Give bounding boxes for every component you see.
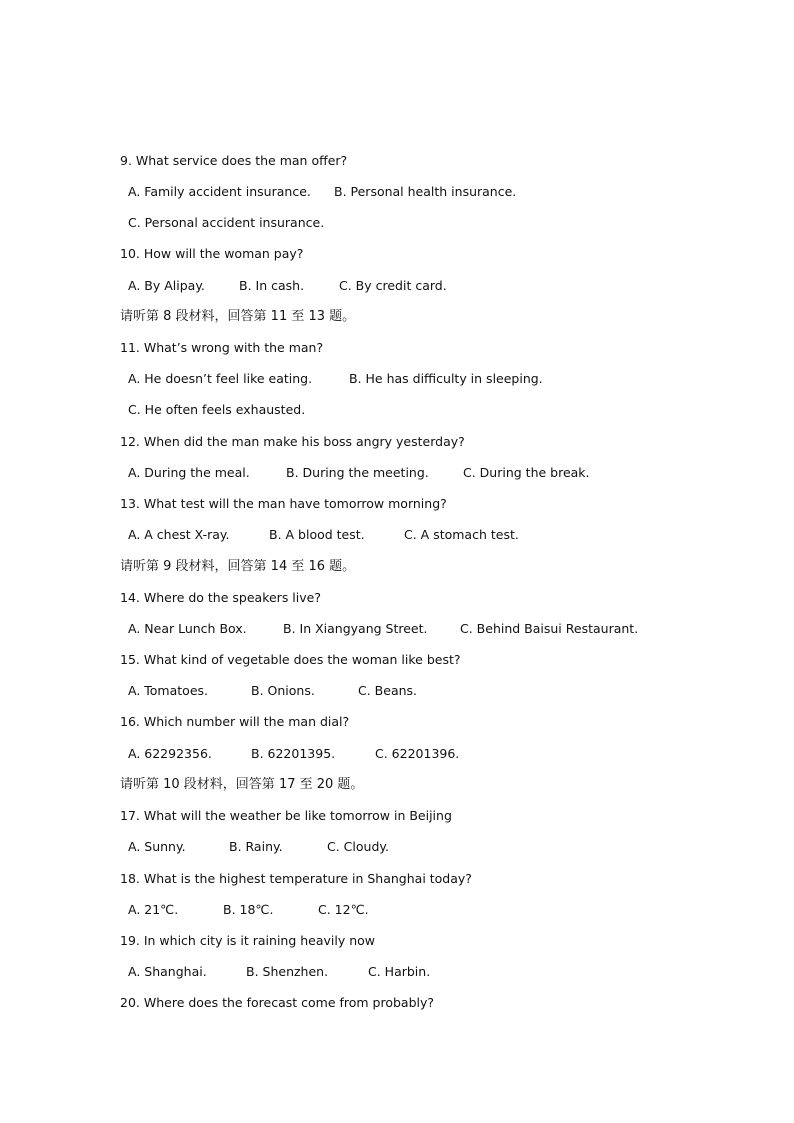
option-13-a: A. A chest X-ray.: [128, 527, 230, 542]
question-18: 18. What is the highest temperature in Shanghai today?: [120, 871, 472, 886]
option-13-c: C. A stomach test.: [404, 527, 519, 542]
option-11-a: A. He doesn’t feel like eating.: [128, 371, 313, 386]
option-18-b: B. 18℃.: [223, 902, 274, 917]
option-18-c: C. 12℃.: [318, 902, 369, 917]
section-8-instruction: 请听第 8 段材料，回答第 11 至 13 题。: [120, 309, 356, 324]
option-11-c: C. He often feels exhausted.: [128, 402, 306, 417]
question-11: 11. What’s wrong with the man?: [120, 340, 324, 355]
option-9-b: B. Personal health insurance.: [334, 184, 517, 199]
option-12-c: C. During the break.: [463, 465, 590, 480]
option-17-b: B. Rainy.: [229, 839, 283, 854]
question-17: 17. What will the weather be like tomorrow in Beijing: [120, 808, 452, 823]
option-19-c: C. Harbin.: [368, 964, 431, 979]
option-16-c: C. 62201396.: [375, 746, 460, 761]
option-14-c: C. Behind Baisui Restaurant.: [460, 621, 639, 636]
question-12: 12. When did the man make his boss angry yesterday?: [120, 434, 465, 449]
option-14-b: B. In Xiangyang Street.: [283, 621, 428, 636]
question-20: 20. Where does the forecast come from probably?: [120, 995, 435, 1010]
option-15-b: B. Onions.: [251, 683, 315, 698]
option-12-b: B. During the meeting.: [286, 465, 429, 480]
option-9-c: C. Personal accident insurance.: [128, 215, 325, 230]
section-9-instruction: 请听第 9 段材料，回答第 14 至 16 题。: [120, 559, 356, 574]
option-18-a: A. 21℃.: [128, 902, 179, 917]
option-10-a: A. By Alipay.: [128, 278, 205, 293]
option-19-a: A. Shanghai.: [128, 964, 207, 979]
option-17-c: C. Cloudy.: [327, 839, 389, 854]
question-16: 16. Which number will the man dial?: [120, 714, 350, 729]
question-19: 19. In which city is it raining heavily now: [120, 933, 376, 948]
option-12-a: A. During the meal.: [128, 465, 250, 480]
option-17-a: A. Sunny.: [128, 839, 186, 854]
option-11-b: B. He has difficulty in sleeping.: [349, 371, 543, 386]
question-10: 10. How will the woman pay?: [120, 246, 304, 261]
question-15: 15. What kind of vegetable does the woman like best?: [120, 652, 461, 667]
question-14: 14. Where do the speakers live?: [120, 590, 321, 605]
option-14-a: A. Near Lunch Box.: [128, 621, 247, 636]
option-13-b: B. A blood test.: [269, 527, 365, 542]
question-9: 9. What service does the man offer?: [120, 153, 348, 168]
option-10-b: B. In cash.: [239, 278, 305, 293]
option-9-a: A. Family accident insurance.: [128, 184, 311, 199]
option-15-c: C. Beans.: [358, 683, 418, 698]
option-16-b: B. 62201395.: [251, 746, 336, 761]
option-15-a: A. Tomatoes.: [128, 683, 208, 698]
option-19-b: B. Shenzhen.: [246, 964, 329, 979]
option-10-c: C. By credit card.: [339, 278, 447, 293]
section-10-instruction: 请听第 10 段材料，回答第 17 至 20 题。: [120, 777, 364, 792]
question-13: 13. What test will the man have tomorrow morning?: [120, 496, 447, 511]
option-16-a: A. 62292356.: [128, 746, 212, 761]
